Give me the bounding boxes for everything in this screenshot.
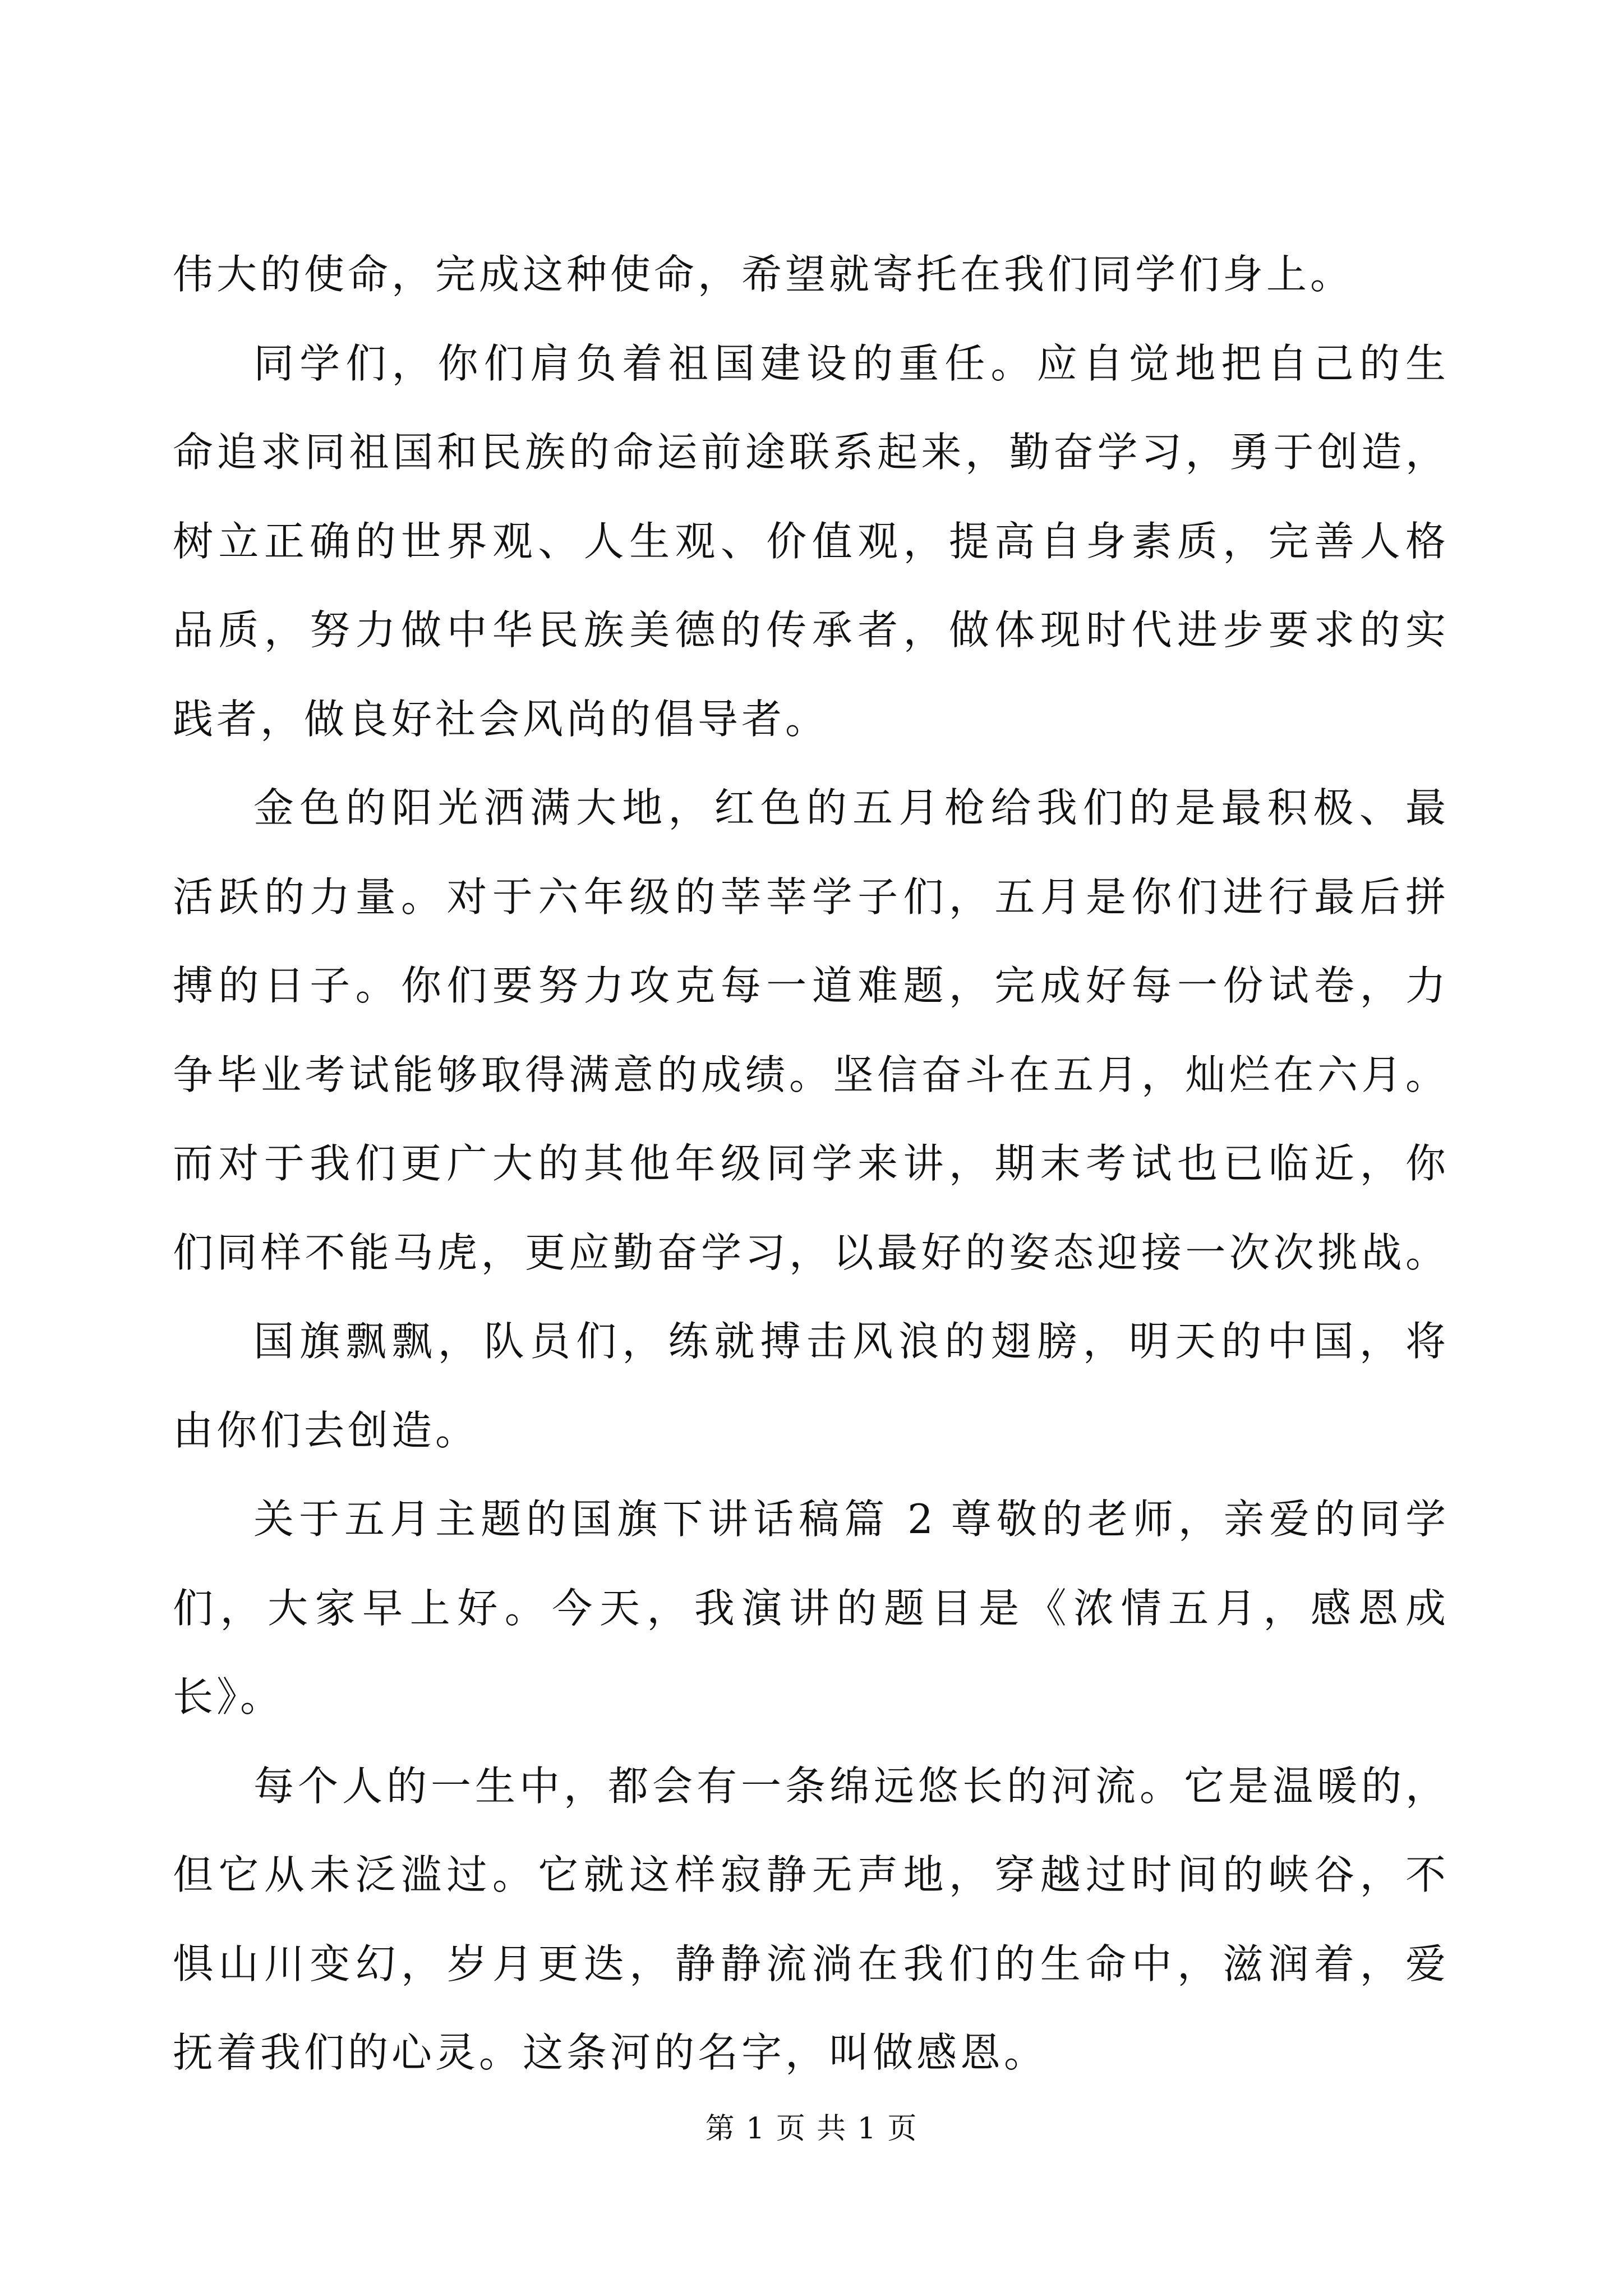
paragraph-first-line: 每个人的一生中，都会有一条绵远悠长的河流。它是温暖的，: [253, 1762, 1446, 1810]
text-line: 长》。: [173, 1673, 284, 1720]
document-body: [173, 230, 1446, 2097]
text-line: 伟大的使命，完成这种使命，希望就寄托在我们同学们身上。: [173, 251, 1354, 298]
text-line: 树立正确的世界观、人生观、价值观，提高自身素质，完善人格: [173, 517, 1446, 565]
page-number-footer: 第 1 页 共 1 页: [705, 2112, 918, 2146]
paragraph-first-line: 国旗飘飘，队员们，练就搏击风浪的翅膀，明天的中国，将: [253, 1318, 1446, 1365]
text-line: 们同样不能马虎，更应勤奋学习，以最好的姿态迎接一次次挑战。: [173, 1228, 1446, 1276]
text-line: 由你们去创造。: [173, 1406, 479, 1454]
paragraph-first-line: 同学们，你们肩负着祖国建设的重任。应自觉地把自己的生: [253, 339, 1446, 387]
text-line: 命追求同祖国和民族的命运前途联系起来，勤奋学习，勇于创造，: [173, 429, 1446, 476]
text-line: 搏的日子。你们要努力攻克每一道难题，完成好每一份试卷，力: [173, 962, 1446, 1009]
text-line: 而对于我们更广大的其他年级同学来讲，期末考试也已临近，你: [173, 1140, 1446, 1187]
text-line: 抚着我们的心灵。这条河的名字，叫做感恩。: [173, 2029, 1048, 2076]
text-line: 活跃的力量。对于六年级的莘莘学子们，五月是你们进行最后拼: [173, 873, 1446, 921]
text-line: 品质，努力做中华民族美德的传承者，做体现时代进步要求的实: [173, 606, 1446, 654]
text-line: 们，大家早上好。今天，我演讲的题目是《浓情五月，感恩成: [173, 1584, 1446, 1632]
text-line: 惧山川变幻，岁月更迭，静静流淌在我们的生命中，滋润着，爱: [173, 1940, 1446, 1987]
text-line: 争毕业考试能够取得满意的成绩。坚信奋斗在五月，灿烂在六月。: [173, 1051, 1446, 1098]
paragraph-first-line: 关于五月主题的国旗下讲话稿篇 2 尊敬的老师，亲爱的同学: [253, 1496, 1446, 1543]
paragraph-first-line: 金色的阳光洒满大地，红色的五月枪给我们的是最积极、最: [253, 784, 1446, 831]
text-line: 践者，做良好社会风尚的倡导者。: [173, 695, 829, 743]
text-line: 但它从未泛滥过。它就这样寂静无声地，穿越过时间的峡谷，不: [173, 1851, 1446, 1898]
